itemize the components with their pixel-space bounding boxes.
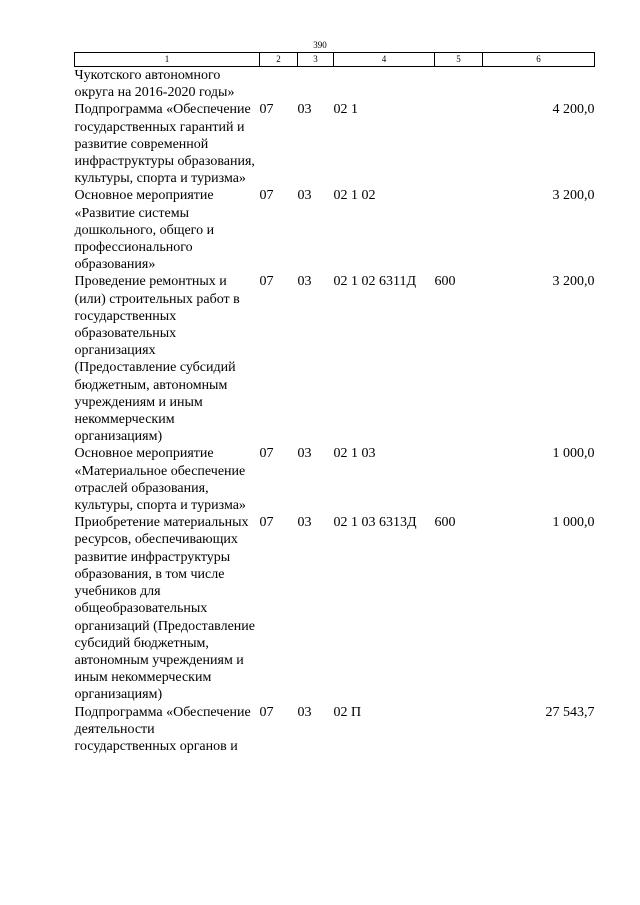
row-target-code: 02 1 03 — [333, 446, 376, 462]
header-col-1: 1 — [75, 53, 260, 67]
table-row — [75, 704, 595, 756]
row-amount: 1 000,0 — [552, 446, 595, 462]
row-amount — [483, 67, 595, 102]
row-name: Основное мероприятие «Материальное обеспечение отраслей образования, культуры, спорта и туризма» — [74, 446, 246, 514]
row-target-code: 02 1 02 6311Д — [333, 274, 417, 290]
row-section: 07 — [259, 188, 274, 204]
header-col-5: 5 — [435, 53, 483, 67]
row-name: Основное мероприятие «Развитие системы дошкольного, общего и профессионального образования» — [74, 188, 215, 273]
row-subsection: 03 — [297, 188, 312, 204]
row-amount: 27 543,7 — [545, 704, 595, 720]
table-row — [75, 101, 595, 187]
row-subsection: 03 — [297, 446, 312, 462]
header-col-4: 4 — [334, 53, 435, 67]
row-amount: 3 200,0 — [552, 188, 595, 204]
row-subsection: 03 — [297, 102, 312, 118]
row-amount: 3 200,0 — [552, 274, 595, 290]
header-col-6: 6 — [483, 53, 595, 67]
row-target-code: 02 1 — [333, 102, 358, 118]
table-row — [75, 67, 595, 102]
table-header — [75, 53, 595, 67]
row-target-code: 02 П — [333, 704, 362, 720]
table-body — [75, 67, 595, 756]
budget-table — [74, 52, 595, 755]
row-section — [260, 67, 298, 102]
row-target-code — [334, 67, 435, 102]
row-expense-type — [435, 704, 483, 756]
table-row — [75, 273, 595, 445]
table-row — [75, 514, 595, 703]
row-subsection: 03 — [297, 704, 312, 720]
row-name: Чукотского автономного округа на 2016-2020 годы» — [74, 68, 235, 101]
row-expense-type — [435, 67, 483, 102]
header-col-2: 2 — [260, 53, 298, 67]
row-subsection: 03 — [297, 274, 312, 290]
row-expense-type — [435, 187, 483, 273]
row-section: 07 — [259, 446, 274, 462]
row-name: Приобретение материальных ресурсов, обеспечивающих развитие инфраструктуры образования, в том числе учебников для общеобразовательных организаций (Предоставление субсидий бюджетным, автономным учреждениям и иным некоммерческим организациям) — [74, 515, 255, 703]
row-expense-type — [435, 101, 483, 187]
row-amount: 4 200,0 — [552, 102, 595, 118]
table-row — [75, 187, 595, 273]
table-row — [75, 445, 595, 514]
row-amount: 1 000,0 — [552, 515, 595, 531]
row-section: 07 — [259, 102, 274, 118]
row-section: 07 — [259, 515, 274, 531]
row-target-code: 02 1 03 6313Д — [333, 515, 417, 531]
page-number: 390 — [313, 40, 327, 50]
row-subsection — [298, 67, 334, 102]
row-name: Подпрограмма «Обеспечение государственных гарантий и развитие современной инфраструктуры образования, культуры, спорта и туризма» — [74, 102, 255, 187]
row-name: Проведение ремонтных и (или) строительных работ в государственных образовательных организациях (Предоставление субсидий бюджетным, автономным учреждениям и иным некоммерческим организациям) — [74, 274, 240, 445]
row-name: Подпрограмма «Обеспечение деятельности государственных органов и — [74, 704, 251, 754]
row-expense-type — [435, 445, 483, 514]
row-expense-type: 600 — [434, 515, 456, 531]
row-section: 07 — [259, 274, 274, 290]
header-col-3: 3 — [298, 53, 334, 67]
row-subsection: 03 — [297, 515, 312, 531]
row-section: 07 — [259, 704, 274, 720]
row-expense-type: 600 — [434, 274, 456, 290]
row-target-code: 02 1 02 — [333, 188, 376, 204]
